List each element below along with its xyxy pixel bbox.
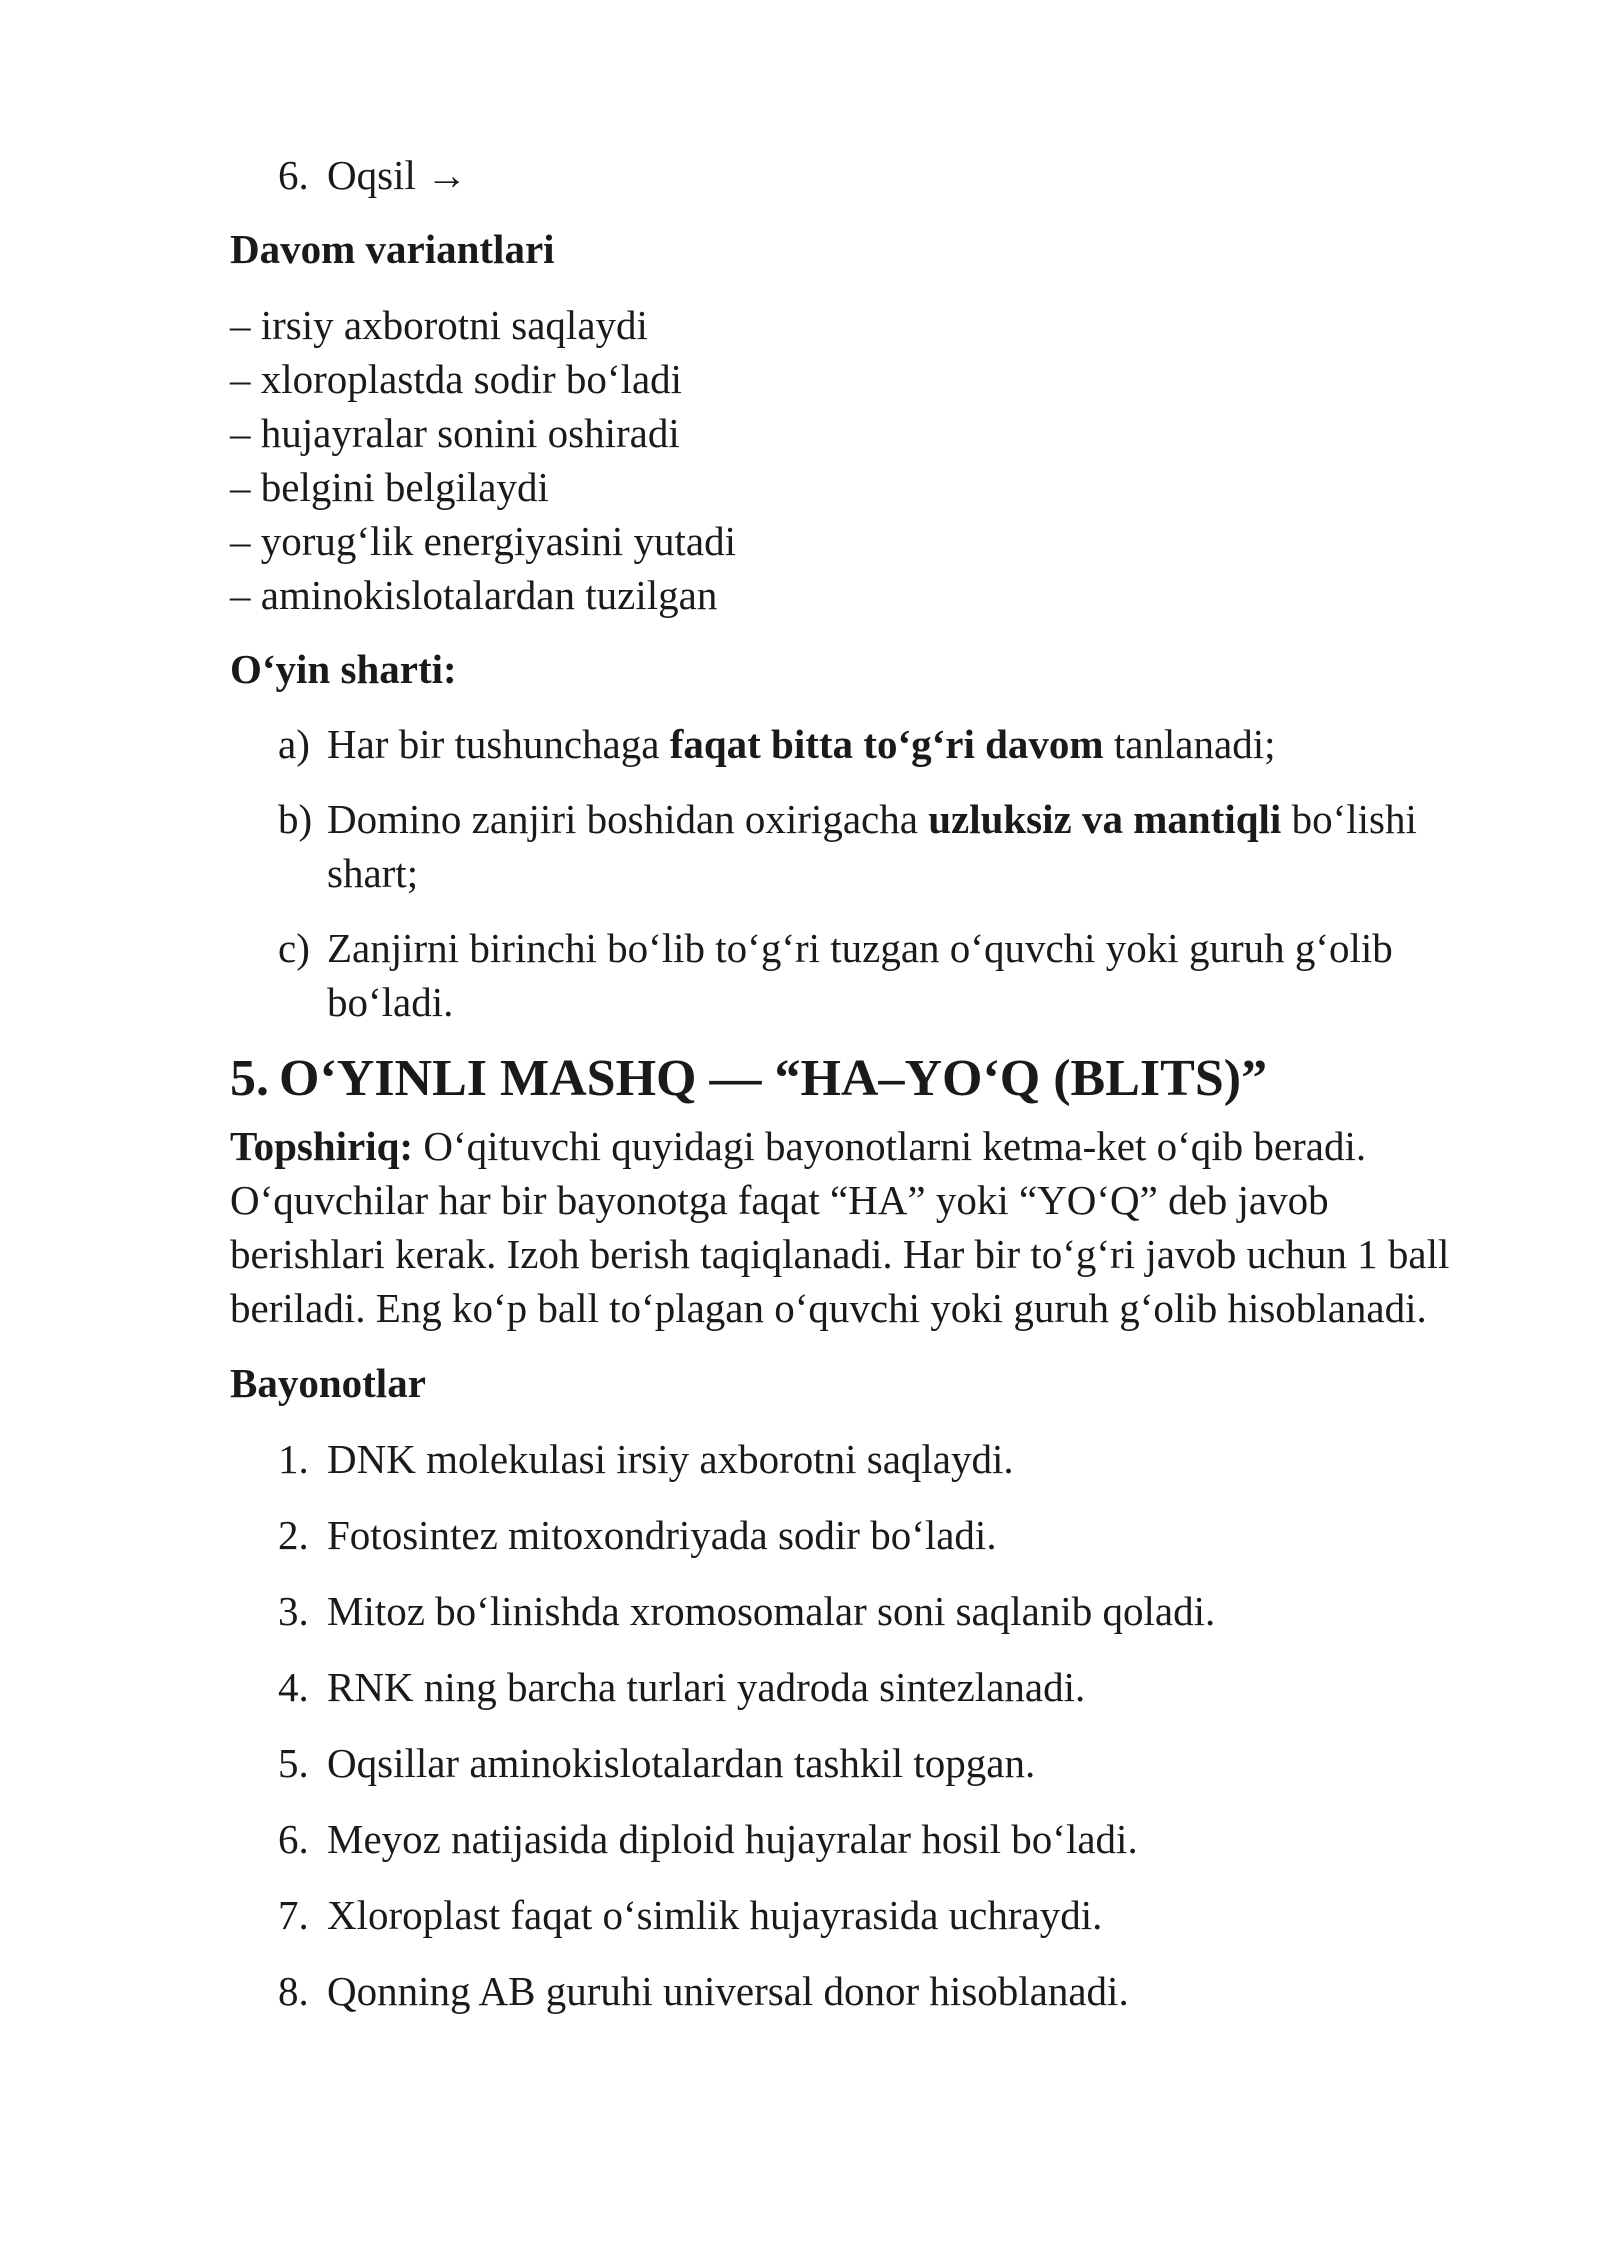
rule-text-end: bo‘lishi shart;: [327, 796, 1417, 896]
list-item-oqsil: [230, 148, 1490, 202]
statement-number: 8.: [278, 1968, 309, 2014]
statements-heading: Bayonotlar: [230, 1360, 426, 1406]
section-number: 5.: [230, 1050, 269, 1107]
rule-text: Har bir tushunchaga: [327, 721, 670, 767]
rule-text-end: tanlanadi;: [1103, 721, 1276, 767]
statement-number: 2.: [278, 1512, 309, 1558]
continuation-item: – irsiy axborotni saqlaydi: [230, 302, 648, 348]
statement-text: DNK molekulasi irsiy axborotni saqlaydi.: [327, 1436, 1014, 1482]
task-text: O‘qituvchi quyidagi bayonotlarni ketma-ket o‘qib beradi. O‘quvchilar har bir bayonotga faqat “HA” yoki “YO‘Q” deb javob berishlari kerak. Izoh berish taqiqlanadi. Har bir to‘g‘ri javob uchun 1 ball beriladi. Eng ko‘p ball to‘plagan o‘quvchi yoki guruh g‘olib hisoblanadi.: [230, 1123, 1450, 1331]
rule-item-c: [230, 921, 1490, 1029]
statement-item: [230, 1812, 1490, 1866]
continuation-item: – hujayralar sonini oshiradi: [230, 410, 680, 456]
continuation-item: – aminokislotalardan tuzilgan: [230, 572, 718, 618]
statement-number: 5.: [278, 1740, 309, 1786]
statement-item: [230, 1432, 1490, 1486]
list-number: 6.: [278, 152, 309, 198]
rule-item-b: [230, 792, 1490, 900]
statement-number: 6.: [278, 1816, 309, 1862]
rule-emphasis: uzluksiz va mantiqli: [928, 796, 1282, 842]
continuation-item: – yorug‘lik energiyasini yutadi: [230, 518, 736, 564]
continuations-list: [230, 298, 1490, 622]
statement-number: 7.: [278, 1892, 309, 1938]
statement-item: [230, 1736, 1490, 1790]
document-page: [230, 148, 1490, 2018]
statement-item: [230, 1660, 1490, 1714]
statement-item: [230, 1508, 1490, 1562]
statement-number: 1.: [278, 1436, 309, 1482]
statement-text: Meyoz natijasida diploid hujayralar hosil bo‘ladi.: [327, 1816, 1138, 1862]
continuation-item: – belgini belgilaydi: [230, 464, 549, 510]
statement-item: [230, 1888, 1490, 1942]
statement-text: Fotosintez mitoxondriyada sodir bo‘ladi.: [327, 1512, 997, 1558]
statement-item: [230, 1584, 1490, 1638]
list-text: Oqsil →: [327, 152, 468, 198]
section-title-text: O‘YINLI MASHQ — “HA–YO‘Q (BLITS)”: [279, 1050, 1268, 1107]
rule-marker: c): [278, 925, 310, 971]
statement-text: Qonning AB guruhi universal donor hisoblanadi.: [327, 1968, 1129, 2014]
section-5-title: [230, 1047, 1490, 1111]
statement-number: 3.: [278, 1588, 309, 1634]
rule-text: Zanjirni birinchi bo‘lib to‘g‘ri tuzgan o‘quvchi yoki guruh g‘olib bo‘ladi.: [327, 925, 1393, 1025]
rule-text: Domino zanjiri boshidan oxirigacha: [327, 796, 929, 842]
rule-item-a: [230, 717, 1490, 771]
statement-number: 4.: [278, 1664, 309, 1710]
game-rules-heading: O‘yin sharti:: [230, 646, 457, 692]
task-label: Topshiriq:: [230, 1123, 414, 1169]
task-paragraph: [230, 1119, 1490, 1335]
statements-list: [230, 1432, 1490, 2018]
statement-item: [230, 1964, 1490, 2018]
rule-marker: a): [278, 721, 310, 767]
rule-emphasis: faqat bitta to‘g‘ri davom: [669, 721, 1104, 767]
rule-marker: b): [278, 796, 313, 842]
statement-text: RNK ning barcha turlari yadroda sintezlanadi.: [327, 1664, 1086, 1710]
statement-text: Oqsillar aminokislotalardan tashkil topgan.: [327, 1740, 1036, 1786]
statement-text: Mitoz bo‘linishda xromosomalar soni saqlanib qoladi.: [327, 1588, 1216, 1634]
continuations-heading: Davom variantlari: [230, 226, 555, 272]
continuation-item: – xloroplastda sodir bo‘ladi: [230, 356, 683, 402]
statement-text: Xloroplast faqat o‘simlik hujayrasida uchraydi.: [327, 1892, 1103, 1938]
